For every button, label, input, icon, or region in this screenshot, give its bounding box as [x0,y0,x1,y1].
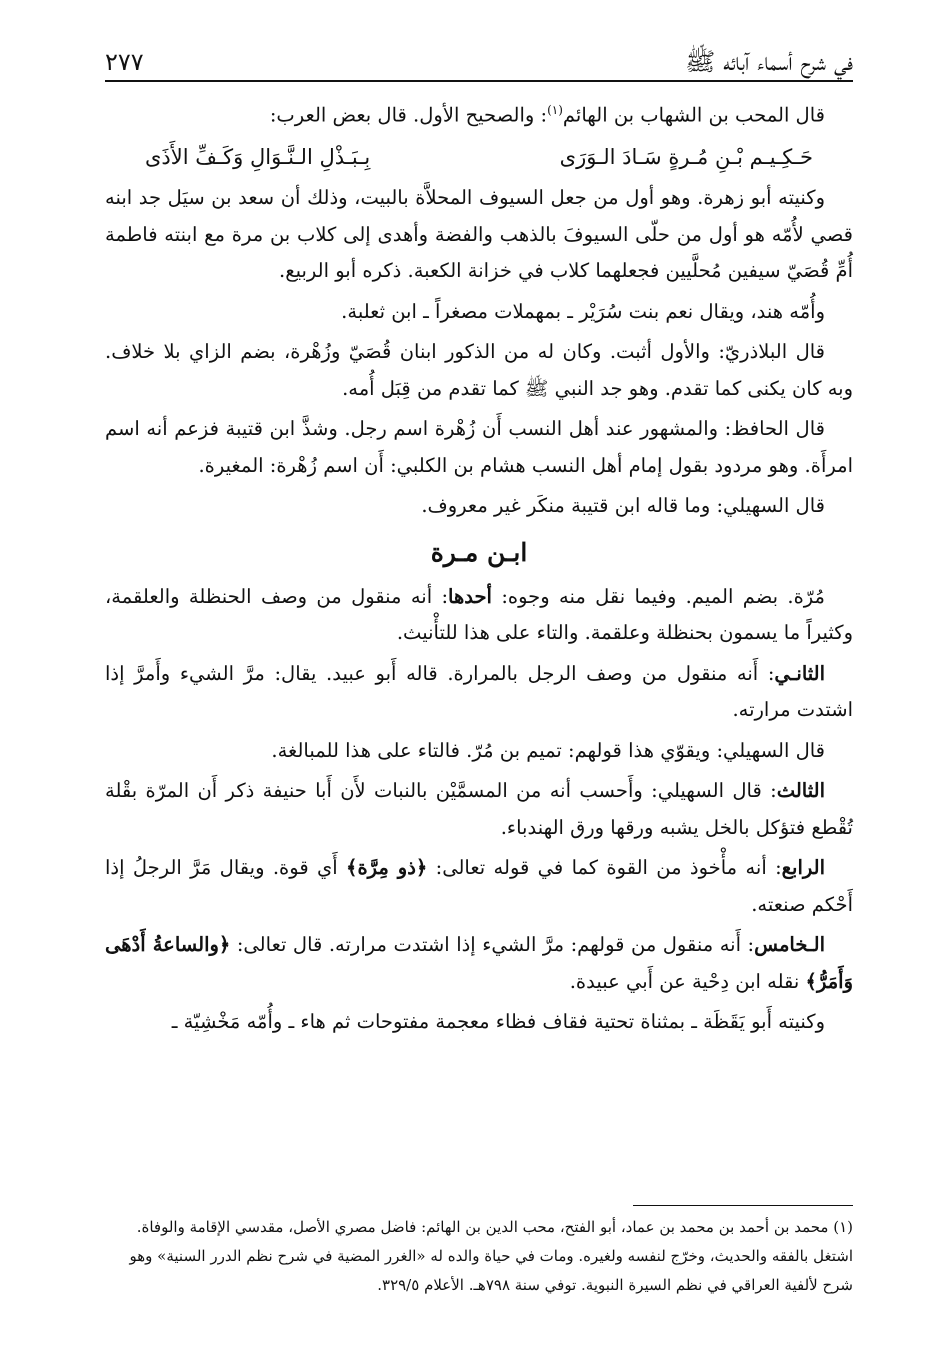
paragraph-6: قال السهيلي: وما قاله ابن قتيبة منكَر غير معروف. [421,494,825,517]
paragraph-11-text: : أنه مأْخوذ من القوة كما في قوله تعالى: [427,856,782,879]
point-third-label: الثالث [776,779,825,802]
paragraph-12-rest: نقله ابن دِحْية عن أَبي عبيدة. [569,969,806,993]
footnote-rule [633,1205,853,1206]
footnote-line-1: (١) محمد بن أحمد بن محمد بن عماد، أبو الفتح، محب الدين بن الهائم: فاضل مصري الأصل، مقدسي الإقامة والوفاة. [136,1218,853,1236]
footnote-ref: (١) [547,103,563,117]
paragraph-1-rest: : والصحيح الأول. قال بعض العرب: [269,103,548,127]
paragraph-1 [105,92,853,134]
point-first-label: أحدها [448,584,492,608]
paragraph-3: وأُمّه هند، ويقال نعم بنت سُرَيْر ـ بمهملات مصغراً ـ ابن ثعلبة. [341,299,825,323]
quran-quote: ﴿ذو مِرَّة﴾ [346,856,428,879]
paragraph-8-text: : أَنه منقول من وصف الرجل بالمرارة. قاله أَبو عبيد. يقال: مرَّ الشيء وأَمرَّ إذا اشتدت مرارته. [105,661,853,721]
paragraph-5: قال الحافظ: والمشهور عند أهل النسب أَن زُهْرة اسم رجل. وشذَّ ابن قتيبة فزعم أنه اسم امرأَة. وهو مردود بقول إمام أهل النسب هشام بن الكلبي: أَن اسم زُهْرة: المغيرة. [105,417,853,477]
paragraph-8 [105,656,853,729]
paragraph-4: قال البلاذريّ: والأول أثبت. وكان له من الذكور ابنان قُصَيّ وزُهْرة، بضم الزاي بلا خلاف. وبه كان يكنى كما تقدم. وهو جد النبي ﷺ كما تقدم من قِبَل أُمه. [105,340,853,400]
paragraph-1-text: قال المحب بن الشهاب بن الهائم [562,103,825,127]
paragraph-13: وكنيته أَبو يَقَظَة ـ بمثناة تحتية فقاف فظاء معجمة مفتوحات ثم هاء ـ وأُمّه مَخْشِيّة ـ [171,1010,825,1033]
footnote-line-3: شرح لألفية العراقي في نظم السيرة النبوية. توفي سنة ٧٩٨هـ. الأعلام ٣٢٩/٥. [377,1276,853,1294]
paragraph-12 [105,927,853,1000]
verse-first-hemistich: حَـكِـيـم بْـنِ مُـرةٍ سَـادَ الـوَرَى [559,145,813,169]
paragraph-12-text: : أَنه منقول من قولهم: مرَّ الشيء إذا اشتدت مرارته. قال تعالى: [230,933,755,956]
header-rule [105,80,853,82]
verse-second-hemistich: بِـبَـذْلِ الـنَّـوَالِ وَكَـفِّ الأَذَى [145,145,371,169]
running-header [105,38,853,78]
paragraph-9: قال السهيلي: ويقوّي هذا قولهم: تميم بن مُرّ. فالتاء على هذا للمبالغة. [271,738,825,762]
point-fourth-label: الرابع [781,856,825,879]
section-heading: ابـن مـرة [430,537,528,567]
paragraph-11 [105,850,853,923]
point-fifth-label: الـخامس [754,933,825,956]
paragraph-2: وكنيته أبو زهرة. وهو أول من جعل السيوف المحلاَّة بالبيت، وذلك أن سعد بن سيَل جد ابنه قصي لأُمّه هو أول من حلّى السيوفَ بالذهب والفضة وأهدى إلى كلاب بن مرة مع ابنته فاطمة أُمِّ قُصَيّ سيفين مُحلَّيين فجعلهما كلاب في خزانة الكعبة. ذكره أبو الربيع. [105,186,853,282]
poetry-verse [105,138,853,176]
paragraph-10 [105,773,853,846]
page-body [105,92,853,1045]
paragraph-7-intro: مُرّة. بضم الميم. وفيما نقل منه وجوه: [491,584,825,608]
page-number: ٢٧٧ [105,48,144,76]
paragraph-7-text: : أنه منقول من وصف الحنظلة والعلقمة، وكثيراً ما يسمون بحنظلة وعلقمة. والتاء على هذا للتأْنيث. [105,584,853,644]
footnote [105,1213,853,1300]
footnote-line-2: اشتغل بالفقه والحديث، وخرّج لنفسه ولغيره. ومات في حياة والده له «الغرر المضية في شرح نظم الدرر السنية» وهو [129,1247,853,1265]
point-second-label: الثانـي [774,661,825,685]
paragraph-10-text: : قال السهيلي: وأَحسب أنه من المسمَّيْن بالنبات لأَن أَبا حنيفة ذكر أَن المرّة بقْلة تُقْطع فتؤكل بالخل يشبه ورقها ورق الهندباء. [105,779,853,839]
quran-quote: ﴿والساعةُ أَدْهَى وَأَمَرُّ﴾ [105,933,853,993]
paragraph-7 [105,579,853,652]
header-title: في شرح أسماء آبائه ﷺ [685,47,853,76]
paragraph-11-rest: أَي قوة. ويقال مَرَّ الرجلُ إذا أَحْكم صنعته. [105,856,853,916]
